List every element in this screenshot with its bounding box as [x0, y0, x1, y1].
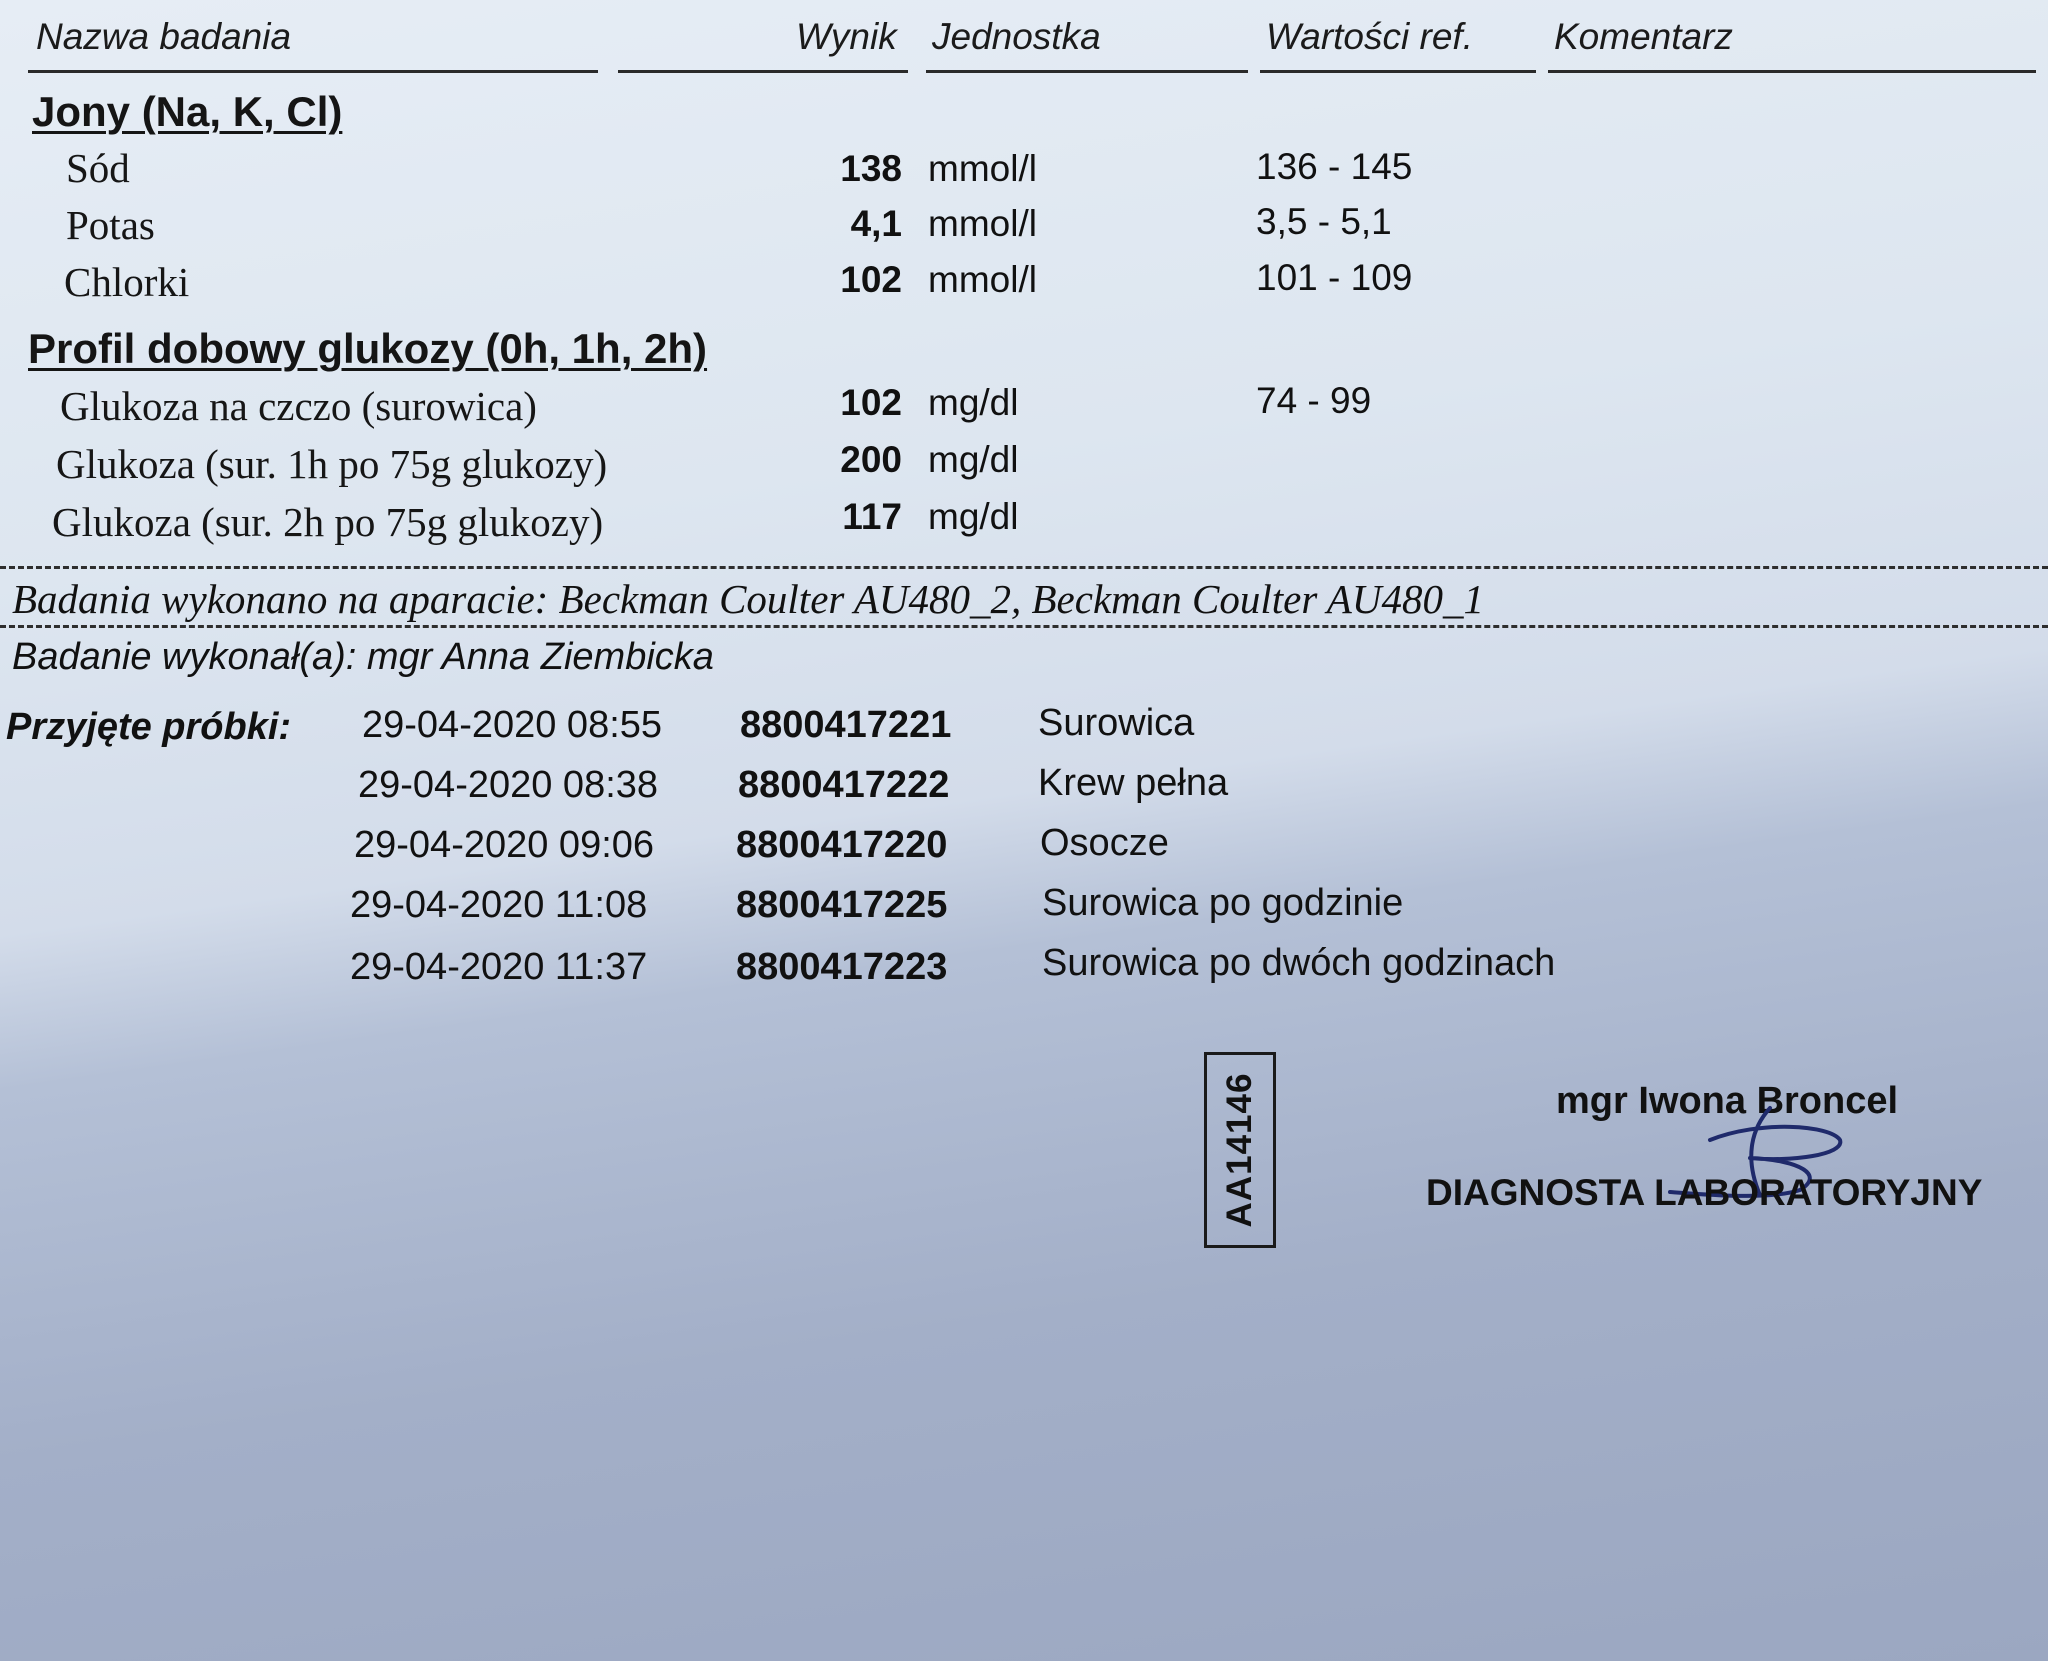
dashed-separator	[0, 566, 2048, 569]
sample-datetime: 29-04-2020 11:37	[350, 946, 648, 988]
sample-type: Krew pełna	[1038, 762, 1229, 804]
sample-datetime: 29-04-2020 08:38	[358, 764, 659, 806]
header-underline	[618, 70, 908, 73]
test-name-sodium: Sód	[66, 145, 130, 191]
sample-code: 8800417221	[740, 704, 952, 746]
header-underline	[1260, 70, 1536, 73]
header-result-col: Wynik	[796, 16, 897, 57]
sample-type: Surowica po godzinie	[1042, 882, 1404, 924]
sample-datetime: 29-04-2020 09:06	[354, 824, 655, 866]
sample-code: 8800417220	[736, 824, 948, 866]
sample-datetime: 29-04-2020 11:08	[350, 884, 648, 926]
test-value-sodium: 138	[840, 148, 902, 189]
test-name-glucose-1h: Glukoza (sur. 1h po 75g glukozy)	[56, 441, 608, 487]
signer-role: DIAGNOSTA LABORATORYJNY	[1426, 1172, 1983, 1213]
stamp-box	[1204, 1052, 1276, 1248]
header-underline	[28, 70, 598, 73]
test-unit-sodium: mmol/l	[928, 148, 1037, 189]
device-line: Badania wykonano na aparacie: Beckman Coulter AU480_2, Beckman Coulter AU480_1	[12, 576, 1484, 622]
sample-datetime: 29-04-2020 08:55	[362, 704, 663, 746]
section-title-glucose: Profil dobowy glukozy (0h, 1h, 2h)	[28, 325, 708, 372]
stamp-code: AA14146	[1220, 1072, 1259, 1228]
test-unit-chloride: mmol/l	[928, 259, 1037, 300]
test-value-potassium: 4,1	[850, 203, 902, 244]
test-name-glucose-fasting: Glukoza na czczo (surowica)	[60, 383, 537, 429]
section-title-ions: Jony (Na, K, Cl)	[32, 88, 343, 135]
test-name-potassium: Potas	[66, 202, 155, 248]
test-unit-potassium: mmol/l	[928, 203, 1037, 244]
test-name-chloride: Chlorki	[64, 259, 190, 305]
sample-code: 8800417222	[738, 764, 950, 806]
header-comment-col: Komentarz	[1554, 16, 1733, 57]
signer-name: mgr Iwona Broncel	[1556, 1080, 1899, 1122]
sample-type: Surowica po dwóch godzinach	[1042, 942, 1556, 984]
samples-label: Przyjęte próbki:	[6, 706, 292, 748]
test-unit-glucose-2h: mg/dl	[928, 496, 1019, 537]
test-value-chloride: 102	[840, 259, 902, 300]
test-ref-potassium: 3,5 - 5,1	[1256, 201, 1392, 242]
sample-code: 8800417223	[736, 946, 948, 988]
dashed-separator	[0, 625, 2048, 628]
header-ref-col: Wartości ref.	[1266, 16, 1473, 57]
header-underline	[1548, 70, 2036, 73]
header-unit-col: Jednostka	[932, 16, 1101, 57]
test-name-glucose-2h: Glukoza (sur. 2h po 75g glukozy)	[52, 499, 604, 545]
test-unit-glucose-1h: mg/dl	[928, 439, 1019, 480]
test-unit-glucose-fasting: mg/dl	[928, 382, 1019, 423]
test-ref-chloride: 101 - 109	[1256, 257, 1413, 298]
header-name-col: Nazwa badania	[36, 16, 292, 57]
test-ref-sodium: 136 - 145	[1256, 146, 1413, 187]
header-underline	[926, 70, 1248, 73]
test-ref-glucose-fasting: 74 - 99	[1256, 380, 1372, 421]
sample-type: Osocze	[1040, 822, 1169, 864]
sample-type: Surowica	[1038, 702, 1195, 744]
test-value-glucose-1h: 200	[840, 439, 902, 480]
sample-code: 8800417225	[736, 884, 948, 926]
test-value-glucose-2h: 117	[842, 496, 902, 537]
test-value-glucose-fasting: 102	[840, 382, 902, 423]
performer-line: Badanie wykonał(a): mgr Anna Ziembicka	[12, 636, 714, 678]
